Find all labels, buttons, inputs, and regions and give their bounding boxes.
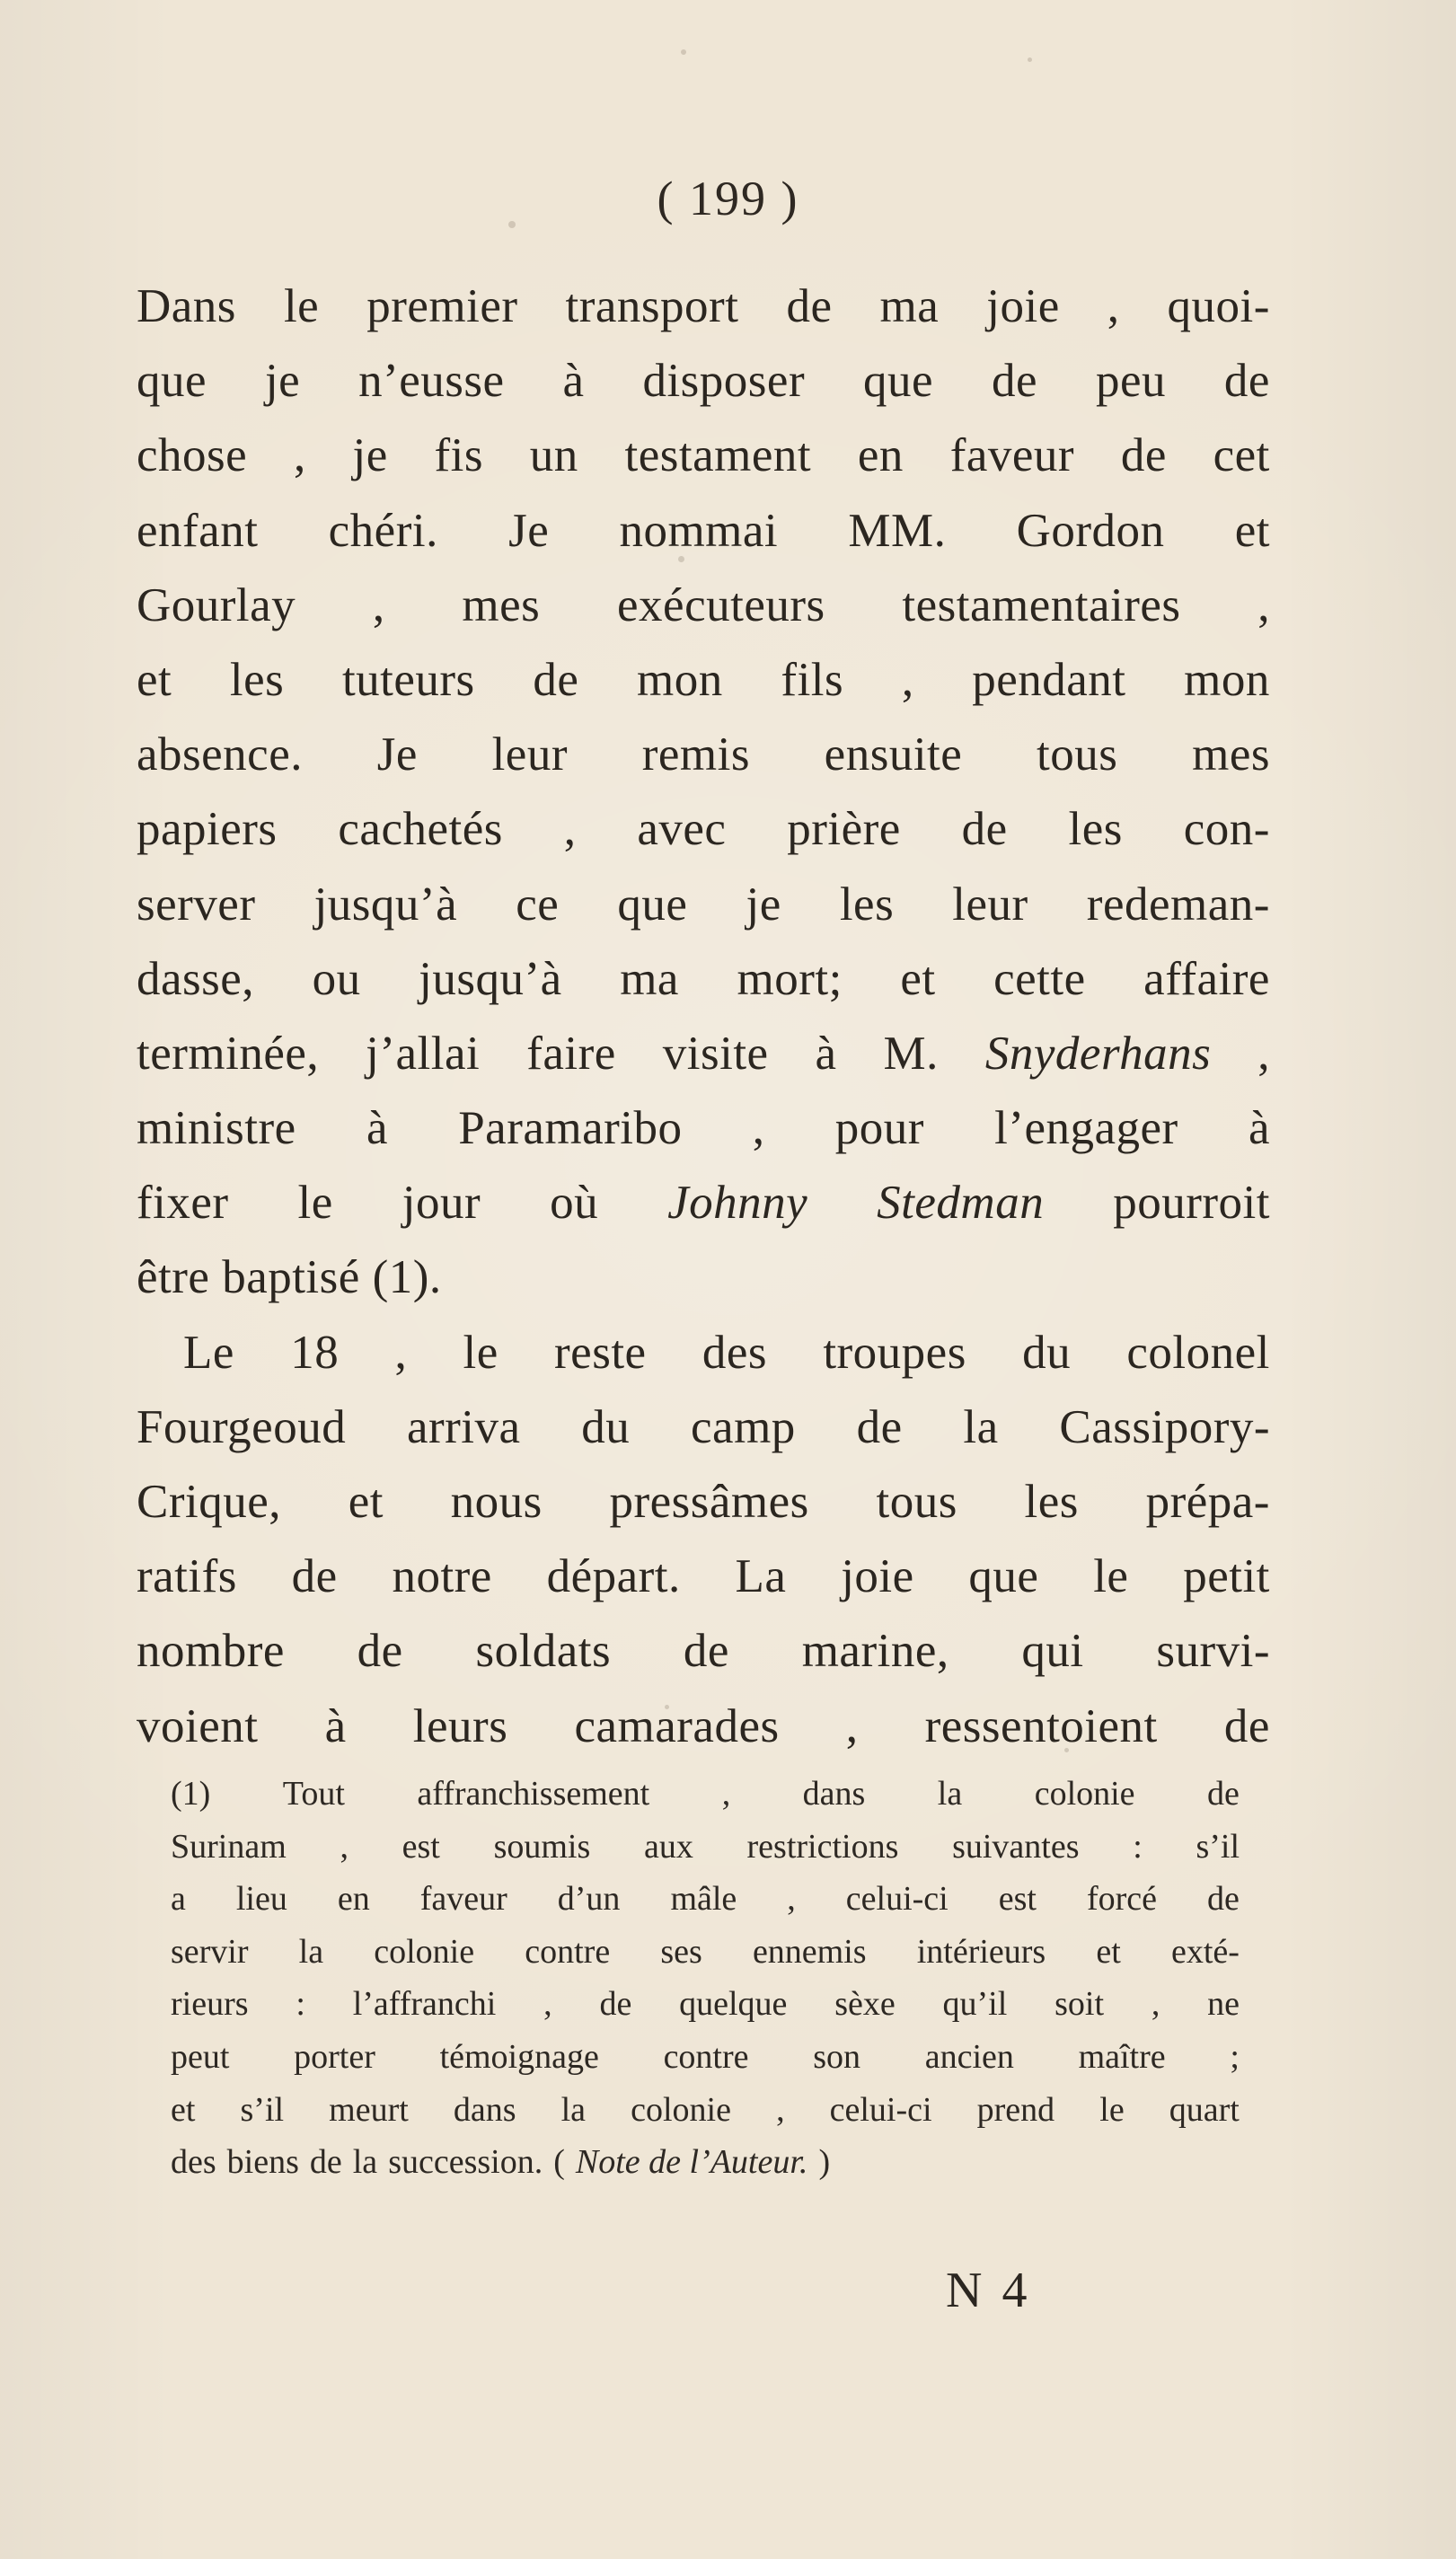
word: le [1093, 1550, 1129, 1603]
word: le [463, 1326, 499, 1379]
word: mes [462, 578, 541, 631]
footnote-word: s’il [1196, 1827, 1240, 1866]
text-line-19 [137, 1614, 1270, 1689]
word: à [324, 1699, 347, 1752]
word: Fourgeoud [137, 1400, 347, 1453]
footnote-word: porter [294, 2037, 375, 2076]
text-line-17 [137, 1465, 1270, 1540]
word: , [901, 653, 914, 706]
footnote-line-7 [171, 2084, 1240, 2137]
word: de [357, 1625, 403, 1678]
word: soldats [475, 1625, 612, 1678]
footnote-word: restrictions [746, 1827, 899, 1866]
word: , [845, 1699, 859, 1752]
word: tous [876, 1476, 957, 1528]
footnote-word: ( [553, 2143, 565, 2182]
footnote-word: est [998, 1880, 1037, 1919]
footnote-word: colonie [1034, 1775, 1135, 1813]
word: visite [662, 1027, 769, 1080]
footnote-word: des [171, 2143, 216, 2182]
text-line-1 [137, 269, 1270, 344]
word: nombre [137, 1625, 285, 1678]
footnote-word: suivantes [952, 1827, 1080, 1866]
signature-mark: N 4 [946, 2263, 1031, 2318]
footnote-line-8 [171, 2136, 1240, 2189]
footnote-word: ne [1207, 1985, 1240, 2024]
footnote-word: Tout [282, 1775, 345, 1813]
word: à [562, 355, 585, 408]
footnote-word: quart [1169, 2090, 1240, 2129]
text-line-16 [137, 1390, 1270, 1465]
word: de [533, 653, 579, 706]
word: les [229, 653, 285, 706]
word: nommai [619, 504, 779, 557]
word: de [856, 1400, 903, 1453]
footnote-word: exté- [1170, 1932, 1240, 1971]
word: , [1107, 280, 1120, 332]
word: M. [883, 1027, 939, 1080]
footnote-word: la [937, 1775, 963, 1813]
word: prépa- [1145, 1476, 1270, 1528]
word: que [863, 355, 934, 408]
word: à [815, 1027, 837, 1080]
footnote-word: , [340, 1827, 349, 1866]
word: et [348, 1476, 384, 1528]
word: camarades [574, 1699, 780, 1752]
word: de [961, 803, 1008, 856]
footnote-word: l’affranchi [352, 1985, 497, 2024]
footnote-word: et [1096, 1932, 1121, 1971]
footnote-word: colonie [631, 2090, 731, 2129]
word: Gordon [1016, 504, 1165, 557]
footnote-word: , [721, 1775, 731, 1813]
word: MM. [848, 504, 947, 557]
text-line-3 [137, 419, 1270, 493]
word: , [372, 578, 385, 631]
word: reste [554, 1326, 647, 1379]
footnote-line-4 [171, 1926, 1240, 1979]
word: marine, [801, 1625, 949, 1678]
word: ratifs [137, 1550, 237, 1603]
word: survi- [1156, 1625, 1270, 1678]
footnote-word: servir [171, 1932, 249, 1971]
word: quoi- [1167, 280, 1270, 332]
word: Je [508, 504, 550, 557]
word: mes [1192, 728, 1270, 781]
footnote-word: colonie [374, 1932, 475, 1971]
word: testament [624, 429, 812, 482]
footnote-word: celui-ci [829, 2090, 932, 2129]
word: arriva [406, 1400, 521, 1453]
footnote-word: lieu [235, 1880, 287, 1919]
footnote-word: son [813, 2037, 861, 2076]
footnote-word: ) [818, 2143, 831, 2182]
word: leur [491, 728, 568, 781]
word: remis [641, 728, 750, 781]
word: qui [1021, 1625, 1084, 1678]
footnote-word: le [1099, 2090, 1125, 2129]
word: baptisé [222, 1251, 360, 1304]
word: La [735, 1550, 787, 1603]
word: en [857, 429, 904, 482]
word: mort; [737, 952, 843, 1005]
footnote-word: biens [226, 2143, 299, 2182]
word: fixer [137, 1177, 229, 1230]
footnote-word: témoignage [439, 2037, 599, 2076]
italic-name: Stedman [877, 1177, 1045, 1230]
footnote-word: ancien [924, 2037, 1014, 2076]
text-line-8 [137, 792, 1270, 867]
word: jusqu’à [313, 878, 458, 931]
text-line-13 [137, 1166, 1270, 1240]
text-line-9 [137, 868, 1270, 942]
footnote-word: ; [1230, 2037, 1240, 2076]
word: papiers [137, 803, 278, 856]
word: , [1257, 1027, 1270, 1080]
word: voient [137, 1699, 259, 1752]
text-line-11 [137, 1017, 1270, 1091]
word: je [264, 355, 301, 408]
word: pendant [972, 653, 1126, 706]
footnote-word: de [309, 2143, 342, 2182]
word: Cassipory- [1059, 1400, 1270, 1453]
word: Je [376, 728, 418, 781]
footnote-word: dans [802, 1775, 866, 1813]
word: de [991, 355, 1038, 408]
word: , [394, 1326, 408, 1379]
footnote-reference: (1). [372, 1251, 442, 1304]
word: les [1068, 803, 1123, 856]
footnote-line-2 [171, 1821, 1240, 1874]
word: terminée, [137, 1027, 320, 1080]
word: faire [526, 1027, 616, 1080]
word: cet [1213, 429, 1270, 482]
footnote-word: a [171, 1880, 186, 1919]
footnote-word: faveur [419, 1880, 507, 1919]
paper-speck [681, 49, 686, 55]
word: je [746, 878, 781, 931]
word: dasse, [137, 952, 255, 1005]
word: leur [952, 878, 1028, 931]
word: Le [183, 1326, 234, 1379]
word: ma [879, 280, 940, 332]
word: le [297, 1177, 333, 1230]
word: redeman- [1086, 878, 1270, 931]
word: nous [450, 1476, 543, 1528]
word: que [968, 1550, 1039, 1603]
word: peu [1095, 355, 1166, 408]
text-line-5 [137, 569, 1270, 643]
paper-speck [1028, 57, 1032, 62]
word: mon [1184, 653, 1270, 706]
word: colonel [1126, 1326, 1270, 1379]
word: pour [834, 1102, 924, 1155]
footnote-word: de [1207, 1775, 1240, 1813]
word: , [752, 1102, 765, 1155]
word: premier [366, 280, 518, 332]
footnote-word: : [1133, 1827, 1143, 1866]
word: le [283, 280, 320, 332]
word: l’engager [994, 1102, 1178, 1155]
word: Crique, [137, 1476, 281, 1528]
text-line-20 [137, 1690, 1270, 1764]
footnote-word: la [352, 2143, 378, 2182]
word: que [137, 355, 207, 408]
word: leurs [412, 1699, 508, 1752]
word: cachetés [338, 803, 503, 856]
word: 18 [290, 1326, 340, 1379]
footnote-word: aux [643, 1827, 693, 1866]
footnote-word: sèxe [834, 1985, 896, 2024]
word: du [1022, 1326, 1072, 1379]
word: Paramaribo [458, 1102, 683, 1155]
text-line-7 [137, 718, 1270, 792]
italic-name: Johnny [667, 1177, 808, 1230]
footnote-line-5 [171, 1978, 1240, 2031]
footnote-word: peut [171, 2037, 230, 2076]
footnote-word: , [776, 2090, 785, 2129]
word: avec [637, 803, 727, 856]
footnote-line-6 [171, 2031, 1240, 2084]
footnote-word: la [298, 1932, 324, 1971]
footnote-word: s’il [240, 2090, 285, 2129]
word: Gourlay [137, 578, 296, 631]
footnote-word: quelque [679, 1985, 788, 2024]
footnote-word: intérieurs [916, 1932, 1046, 1971]
word: de [1223, 1699, 1270, 1752]
word: ou [312, 952, 361, 1005]
footnote-word: forcé [1086, 1880, 1157, 1919]
footnote-word: affranchissement [417, 1775, 650, 1813]
word: , [293, 429, 306, 482]
word: jour [402, 1177, 481, 1230]
word: ensuite [824, 728, 963, 781]
text-line-2 [137, 344, 1270, 419]
footnote-word: soumis [493, 1827, 591, 1866]
word: disposer [642, 355, 806, 408]
word: joie [986, 280, 1060, 332]
word: cette [993, 952, 1086, 1005]
text-line-18 [137, 1540, 1270, 1614]
word: et [1234, 504, 1270, 557]
word: , [1257, 578, 1270, 631]
word: chéri. [328, 504, 438, 557]
word: mon [637, 653, 723, 706]
word: camp [691, 1400, 796, 1453]
footnote-word: maître [1078, 2037, 1166, 2076]
word: à [366, 1102, 388, 1155]
word: jusqu’à [419, 952, 562, 1005]
word: server [137, 878, 256, 931]
word: affaire [1143, 952, 1270, 1005]
word: du [581, 1400, 631, 1453]
word: départ. [546, 1550, 681, 1603]
word: de [291, 1550, 338, 1603]
word: ressentoient [924, 1699, 1158, 1752]
footnote-word: ennemis [752, 1932, 867, 1971]
word: de [786, 280, 833, 332]
footnote-word: dans [453, 2090, 516, 2129]
word: tous [1037, 728, 1118, 781]
main-text-block [137, 269, 1270, 1764]
footnote-word: est [402, 1827, 440, 1866]
word: ministre [137, 1102, 296, 1155]
footnote-word: , [543, 1985, 552, 2024]
footnote-word: de [599, 1985, 632, 2024]
word: que [617, 878, 688, 931]
word: fils [781, 653, 844, 706]
word: la [963, 1400, 999, 1453]
word: les [1024, 1476, 1079, 1528]
footnote-word: contre [663, 2037, 749, 2076]
word: un [529, 429, 578, 482]
footnote-word: rieurs [171, 1985, 249, 2024]
footnote-word: d’un [557, 1880, 621, 1919]
footnote-word: soit [1054, 1985, 1105, 2024]
word: de [1120, 429, 1167, 482]
word: joie [841, 1550, 914, 1603]
word: pourroit [1113, 1177, 1270, 1230]
page-number: ( 199 ) [657, 172, 799, 225]
word: tuteurs [341, 653, 475, 706]
footnote-word: prend [976, 2090, 1055, 2129]
word: notre [392, 1550, 492, 1603]
word: où [550, 1177, 599, 1230]
footnote-word: succession. [388, 2143, 543, 2182]
word: les [839, 878, 895, 931]
word: fis [434, 429, 483, 482]
word: petit [1183, 1550, 1270, 1603]
author-note-label: Note de l’Auteur. [575, 2143, 808, 2182]
word: ma [620, 952, 679, 1005]
word: pressâmes [609, 1476, 809, 1528]
text-line-14 [137, 1240, 1270, 1315]
word: ce [516, 878, 560, 931]
footnote-word: mâle [670, 1880, 737, 1919]
italic-name: Snyderhans [984, 1027, 1212, 1080]
word: transport [565, 280, 739, 332]
word: n’eusse [358, 355, 505, 408]
word: prière [787, 803, 901, 856]
footnote-word: ses [660, 1932, 702, 1971]
footnote-word: , [787, 1880, 796, 1919]
footnote-line-1 [171, 1768, 1240, 1821]
footnote-word: Surinam [171, 1827, 287, 1866]
text-line-6 [137, 643, 1270, 718]
footnote-word: (1) [171, 1775, 211, 1813]
footnote-word: contre [525, 1932, 611, 1971]
text-line-15 [137, 1316, 1270, 1390]
text-line-4 [137, 494, 1270, 569]
footnote-word: qu’il [942, 1985, 1008, 2024]
footnote-line-3 [171, 1873, 1240, 1926]
word: Dans [137, 280, 236, 332]
word: des [702, 1326, 768, 1379]
footnote-word: : [296, 1985, 305, 2024]
word: con- [1183, 803, 1270, 856]
word: j’allai [366, 1027, 481, 1080]
footnote-word: en [337, 1880, 370, 1919]
text-line-12 [137, 1091, 1270, 1166]
footnote-word: la [560, 2090, 587, 2129]
text-line-10 [137, 942, 1270, 1017]
word: et [900, 952, 936, 1005]
footnote-word: meurt [329, 2090, 409, 2129]
footnote-word: de [1207, 1880, 1240, 1919]
word: de [683, 1625, 729, 1678]
word: troupes [823, 1326, 966, 1379]
word: , [563, 803, 577, 856]
word: chose [137, 429, 248, 482]
word: de [1223, 355, 1270, 408]
footnote-word: et [171, 2090, 196, 2129]
word: à [1248, 1102, 1270, 1155]
footnote-word: celui-ci [845, 1880, 949, 1919]
word: absence. [137, 728, 303, 781]
word: faveur [949, 429, 1075, 482]
word: et [137, 653, 172, 706]
word: je [352, 429, 388, 482]
footnote-block [171, 1768, 1240, 2189]
word: exécuteurs [617, 578, 825, 631]
word: enfant [137, 504, 259, 557]
word: testamentaires [902, 578, 1181, 631]
word: être [137, 1251, 210, 1304]
footnote-word: , [1151, 1985, 1160, 2024]
